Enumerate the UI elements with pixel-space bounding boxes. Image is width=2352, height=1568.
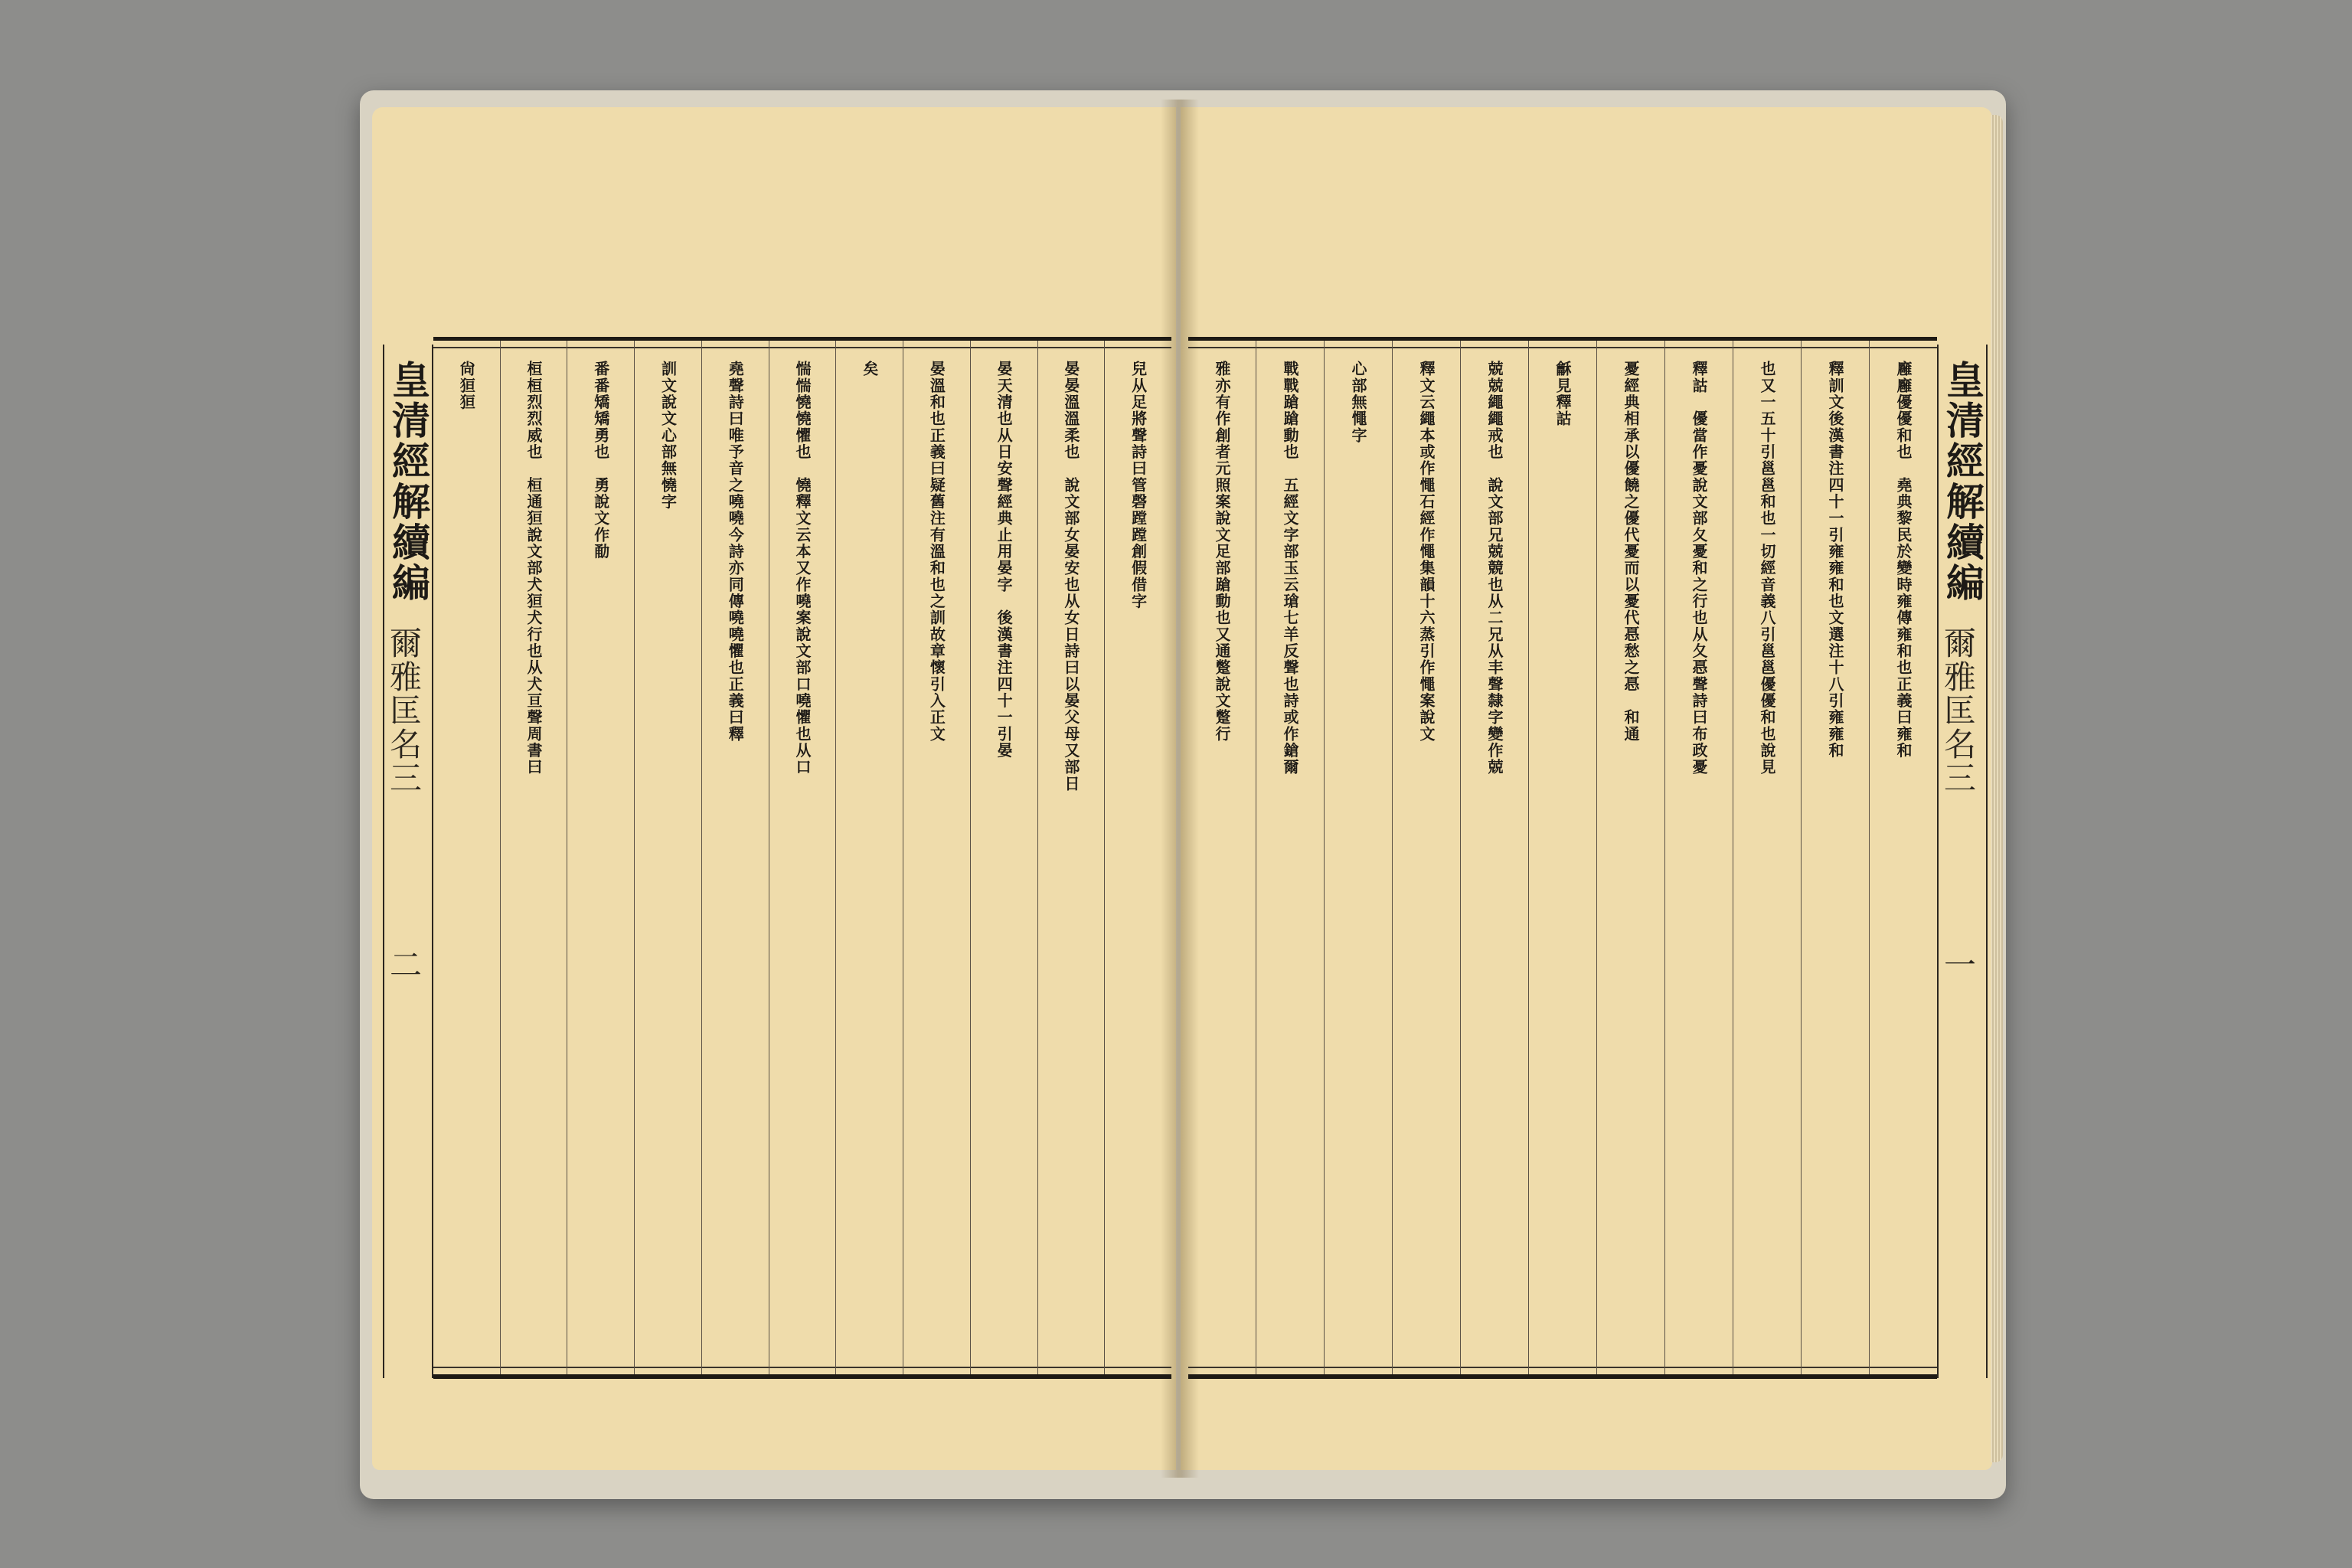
text-column	[634, 341, 701, 1374]
text-column	[1528, 341, 1596, 1374]
column-text: 惴惴憢憢懼也 憢釋文云本又作嘵案說文部口嘵懼也从口	[792, 361, 812, 776]
text-column	[970, 341, 1037, 1374]
column-text: 矣	[860, 361, 879, 377]
left-banner-title: 皇清經解續編	[386, 360, 431, 603]
text-column	[567, 341, 634, 1374]
text-column	[1256, 341, 1324, 1374]
column-text: 廱廱優優和也 堯典黎民於變時雍傳雍和也正義曰雍和	[1894, 361, 1913, 759]
column-text: 雅亦有作創者元照案說文足部蹌動也又通蹩說文蹩行	[1213, 361, 1231, 743]
column-text: 釋訓文後漢書注四十一引雍雍和也文選注十八引雍雍和	[1826, 361, 1844, 759]
text-column	[1869, 341, 1937, 1374]
right-banner	[1937, 345, 1988, 1378]
left-leaf-number: 二	[385, 948, 423, 982]
column-text: 戰戰蹌蹌動也 五經文字部玉云瑲七羊反聲也詩或作鎗爾	[1281, 361, 1299, 776]
column-text: 心部無憴字	[1349, 361, 1367, 444]
text-column	[500, 341, 567, 1374]
text-column	[1037, 341, 1105, 1374]
text-column	[701, 341, 769, 1374]
column-text: 釋文云繩本或作憴石經作憴集韻十六蒸引作憴案說文	[1417, 361, 1436, 743]
right-text-frame	[1188, 337, 1937, 1379]
text-column	[1460, 341, 1528, 1374]
column-text: 兒从足將聲詩曰管磬蹚蹚創假借字	[1129, 361, 1148, 609]
column-text: 尙狟狟	[457, 361, 476, 410]
right-columns	[1188, 341, 1937, 1374]
left-text-frame	[433, 337, 1171, 1379]
right-banner-title: 皇清經解續編	[1940, 360, 1985, 603]
left-columns	[433, 341, 1171, 1374]
column-text: 憂經典相承以優饒之優代憂而以憂代㥑愁之㥑 和通	[1622, 361, 1640, 743]
column-text: 龢見釋詁	[1553, 361, 1572, 427]
right-banner-subtitle: 爾雅匡名三	[1939, 626, 1977, 795]
left-banner-subtitle: 爾雅匡名三	[385, 626, 423, 795]
text-column	[1188, 341, 1256, 1374]
column-text: 也又一五十引邕邕和也一切經音義八引邕邕優優和也說見	[1758, 361, 1776, 776]
text-column	[1664, 341, 1733, 1374]
text-column	[1733, 341, 1801, 1374]
column-text: 晏晏溫溫柔也 說文部女晏安也从女日詩曰以晏父母又部日	[1061, 361, 1080, 792]
column-text: 桓桓烈烈威也 桓通狟說文部犬狟犬行也从犬亘聲周書曰	[524, 361, 544, 776]
text-column	[1596, 341, 1664, 1374]
text-column	[1392, 341, 1460, 1374]
column-text: 訓文說文心部無憢字	[658, 361, 678, 510]
text-column	[1801, 341, 1869, 1374]
text-column	[1324, 341, 1392, 1374]
page-edges	[1991, 115, 2003, 1462]
column-text: 晏天清也从日安聲經典止用晏字 後漢書注四十一引晏	[995, 361, 1014, 759]
column-text: 釋詁 優當作憂說文部夂憂和之行也从夂㥑聲詩曰布政憂	[1690, 361, 1708, 776]
column-text: 堯聲詩曰唯予音之嘵嘵今詩亦同傳嘵嘵懼也正義曰釋	[726, 361, 745, 743]
text-column	[835, 341, 903, 1374]
column-text: 兢兢繩繩戒也 說文部兄兢競也从二兄从丰聲隸字變作兢	[1485, 361, 1504, 776]
text-column	[1104, 341, 1171, 1374]
right-leaf-number: 一	[1939, 948, 1977, 982]
text-column	[769, 341, 836, 1374]
text-column	[433, 341, 500, 1374]
text-column	[903, 341, 970, 1374]
column-text: 番番矯矯勇也 勇說文作勈	[591, 361, 610, 560]
left-banner	[383, 345, 433, 1378]
column-text: 晏溫和也正義曰疑舊注有溫和也之訓故章懷引入正文	[927, 361, 946, 743]
